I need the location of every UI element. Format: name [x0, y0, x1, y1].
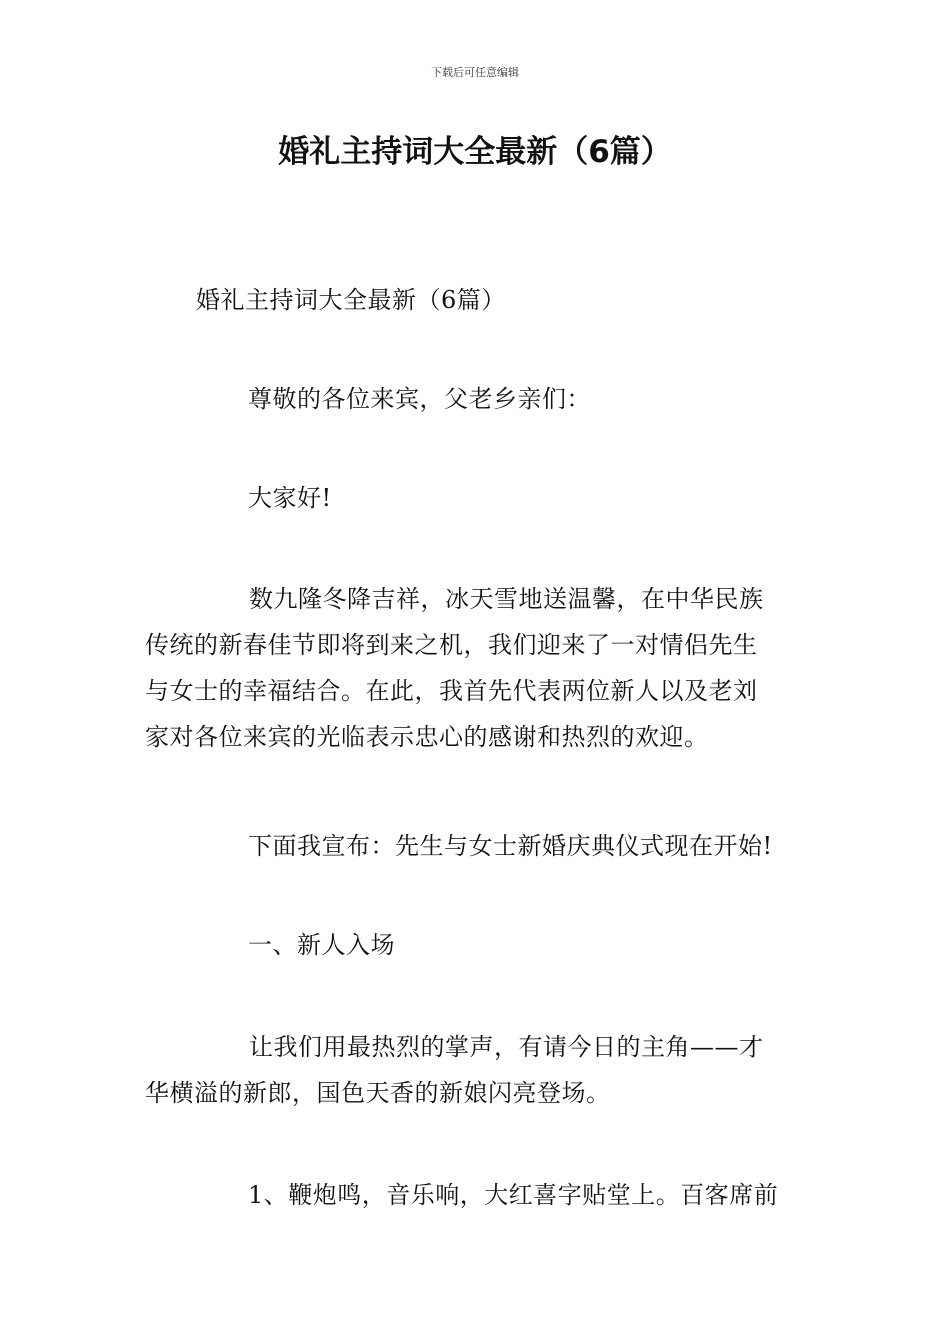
announcement-paragraph: 下面我宣布：先生与女士新婚庆典仪式现在开始! — [248, 832, 773, 860]
intro-paragraph — [145, 576, 809, 760]
hello-paragraph: 大家好! — [248, 484, 332, 512]
section-heading-entrance: 一、新人入场 — [248, 931, 395, 959]
intro-line: 传统的新春佳节即将到来之机，我们迎来了一对情侣先生 — [145, 631, 758, 659]
entrance-line: 华横溢的新郎，国色天香的新娘闪亮登场。 — [145, 1079, 611, 1107]
intro-line: 与女士的幸福结合。在此，我首先代表两位新人以及老刘 — [145, 677, 758, 705]
entrance-line: 让我们用最热烈的掌声，有请今日的主角——才 — [249, 1033, 764, 1061]
intro-line: 数九隆冬降吉祥，冰天雪地送温馨，在中华民族 — [249, 585, 764, 613]
intro-line: 家对各位来宾的光临表示忠心的感谢和热烈的欢迎。 — [145, 723, 709, 751]
item-one-paragraph: 1、鞭炮鸣，音乐响，大红喜字贴堂上。百客席前 — [248, 1181, 779, 1209]
header-note: 下载后可任意编辑 — [431, 66, 519, 79]
document-title: 婚礼主持词大全最新（6篇） — [278, 134, 672, 170]
greeting-paragraph: 尊敬的各位来宾，父老乡亲们： — [248, 385, 591, 413]
entrance-paragraph — [145, 1024, 809, 1116]
subtitle-paragraph: 婚礼主持词大全最新（6篇） — [196, 286, 506, 314]
